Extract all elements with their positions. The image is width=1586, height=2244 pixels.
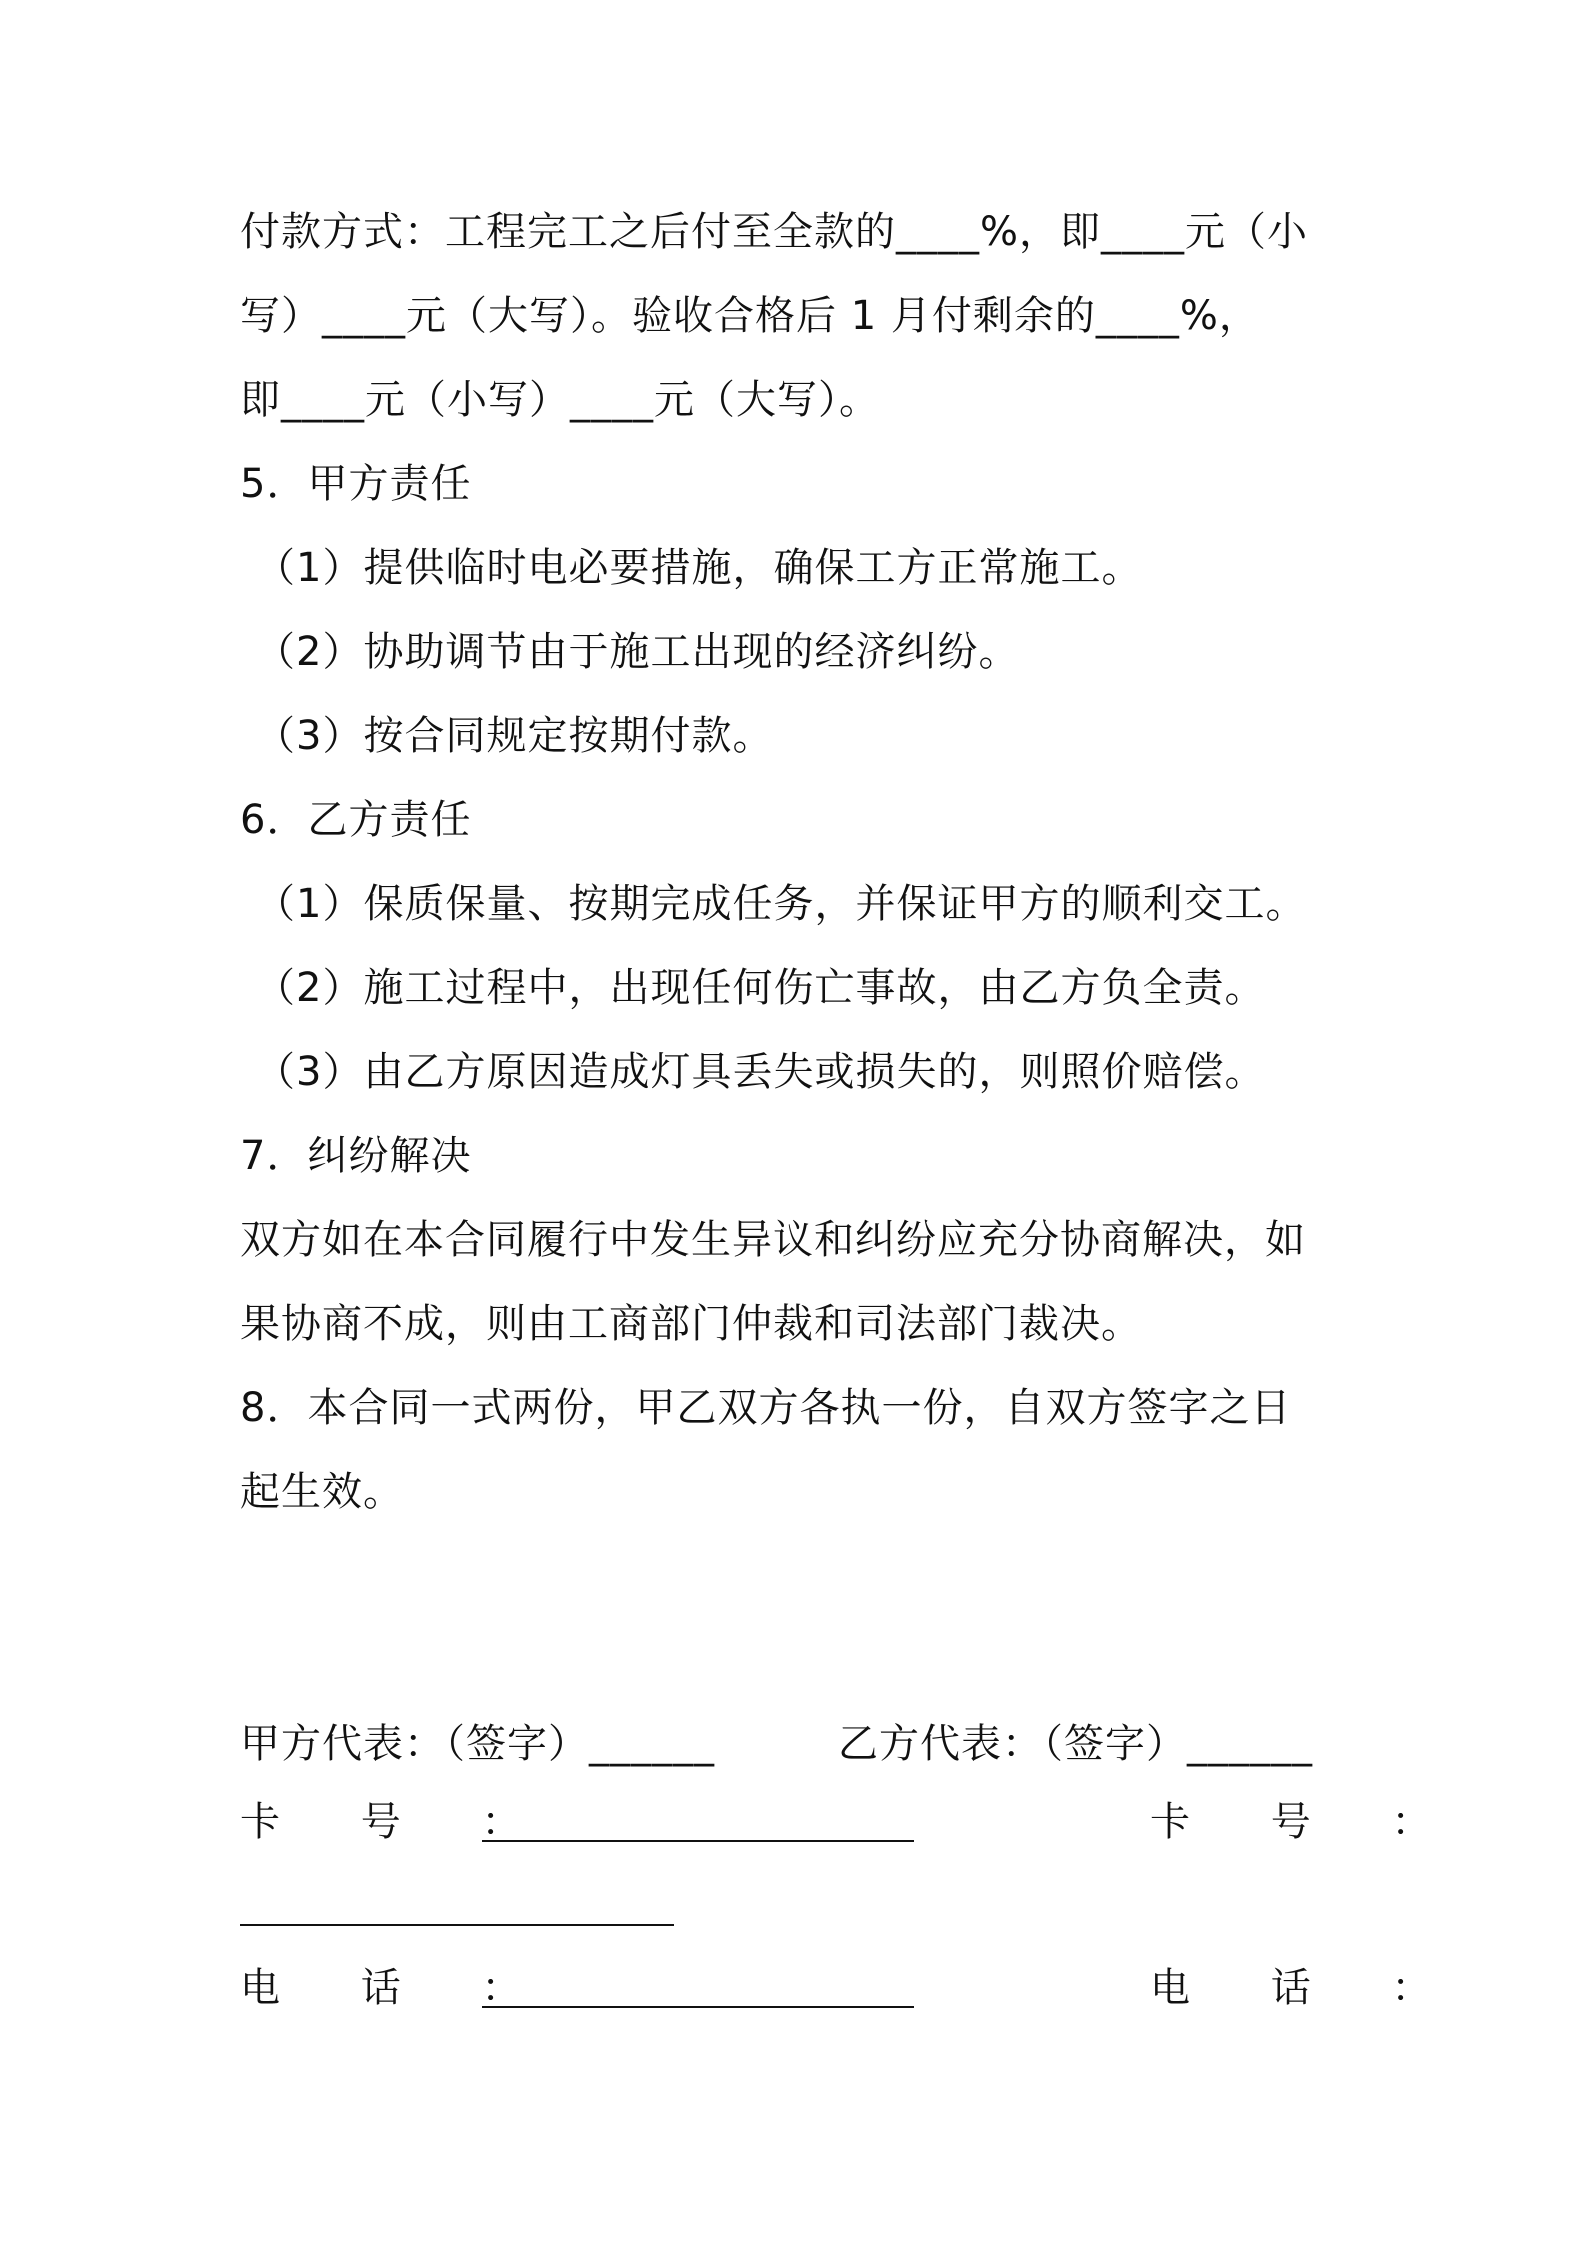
card-number-label-a: 卡 号 ： — [240, 1799, 556, 1845]
section-8-line-1: 8．本合同一式两份，甲乙双方各执一份，自双方签字之日 — [240, 1385, 1292, 1431]
section-8-line-2: 起生效。 — [240, 1469, 404, 1515]
section-5-item-1: （1）提供临时电必要措施，确保工方正常施工。 — [255, 545, 1143, 591]
payment-line-3: 即____元（小写）____元（大写）。 — [240, 377, 880, 423]
card-number-blank-a — [482, 1840, 914, 1842]
section-7-line-1: 双方如在本合同履行中发生异议和纠纷应充分协商解决，如 — [240, 1217, 1306, 1263]
phone-label-a: 电 话 ： — [240, 1965, 556, 2011]
card-number-label-b: 卡 号 ： — [1150, 1799, 1466, 1845]
section-6-item-2: （2）施工过程中，出现任何伤亡事故，由乙方负全责。 — [255, 965, 1266, 1011]
section-5-heading: 5．甲方责任 — [240, 461, 472, 507]
section-7-line-2: 果协商不成，则由工商部门仲裁和司法部门裁决。 — [240, 1301, 1142, 1347]
payment-line-2: 写）____元（大写）。验收合格后 1 月付剩余的____%， — [240, 293, 1260, 339]
section-5-item-3: （3）按合同规定按期付款。 — [255, 713, 774, 759]
phone-blank-a — [482, 2006, 914, 2008]
party-a-representative: 甲方代表：（签字）______ — [240, 1721, 715, 1767]
section-7-heading: 7．纠纷解决 — [240, 1133, 472, 1179]
section-6-item-3: （3）由乙方原因造成灯具丢失或损失的，则照价赔偿。 — [255, 1049, 1266, 1095]
phone-label-b: 电 话 ： — [1150, 1965, 1466, 2011]
section-6-heading: 6．乙方责任 — [240, 797, 472, 843]
card-number-blank-b — [240, 1924, 674, 1926]
party-b-representative: 乙方代表：（签字）______ — [838, 1721, 1313, 1767]
section-5-item-2: （2）协助调节由于施工出现的经济纠纷。 — [255, 629, 1020, 675]
payment-line-1: 付款方式：工程完工之后付至全款的____%，即____元（小 — [240, 209, 1309, 255]
section-6-item-1: （1）保质保量、按期完成任务，并保证甲方的顺利交工。 — [255, 881, 1307, 927]
